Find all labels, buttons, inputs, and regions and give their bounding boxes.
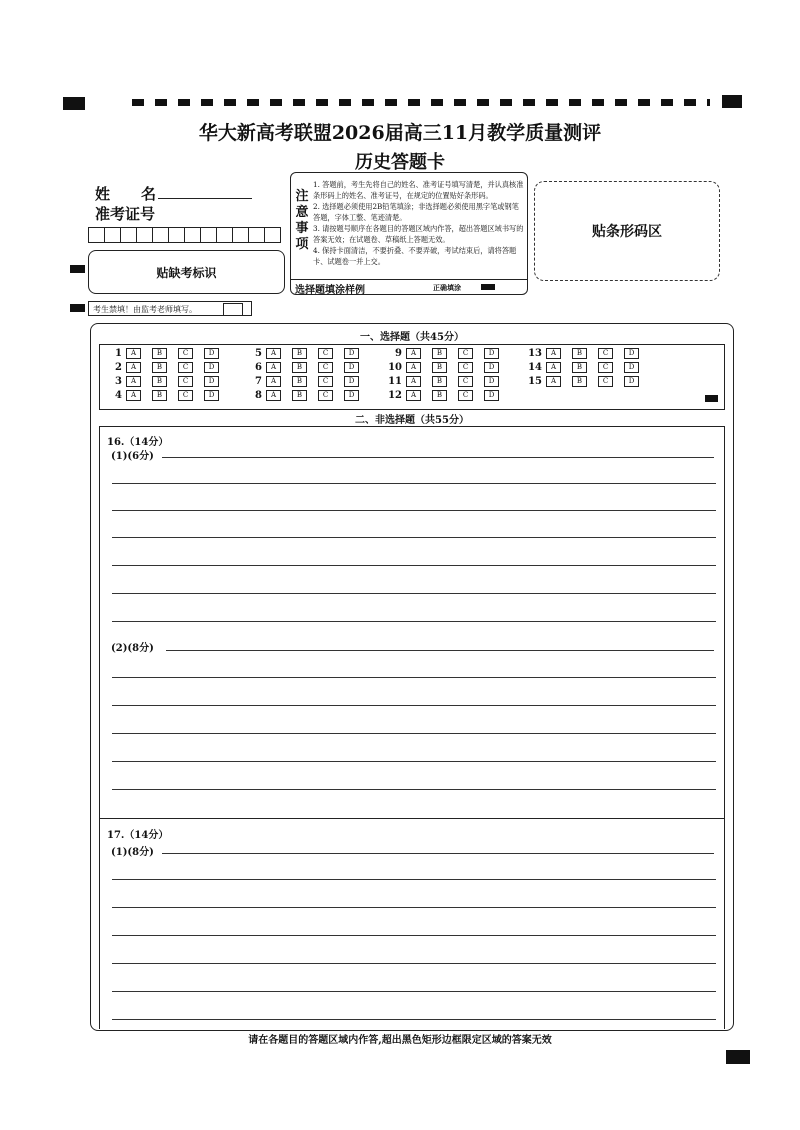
registration-mark-right [722, 95, 742, 108]
option-bubble-b[interactable]: B [432, 362, 447, 373]
answer-line[interactable] [112, 565, 716, 566]
id-number-grid[interactable] [88, 227, 280, 243]
option-bubble-a[interactable]: A [126, 390, 141, 401]
option-bubble-b[interactable]: B [432, 390, 447, 401]
option-bubble-a[interactable]: A [546, 376, 561, 387]
q16-part1-label: (1)(6分) [111, 451, 154, 462]
mcq-question-13 [526, 348, 650, 359]
option-bubble-a[interactable]: A [406, 390, 421, 401]
answer-line[interactable] [112, 621, 716, 622]
q16-part2-label: (2)(8分) [111, 643, 154, 654]
option-bubble-b[interactable]: B [152, 376, 167, 387]
section1-title: 一、选择题（共45分） [360, 332, 464, 343]
mcq-question-9 [386, 348, 510, 359]
mcq-question-7 [246, 376, 370, 387]
id-label: 准考证号 [95, 205, 156, 223]
page-subtitle: 历史答题卡 [355, 152, 445, 173]
question-number: 6 [255, 362, 262, 373]
option-bubble-c[interactable]: C [458, 376, 473, 387]
question-number: 9 [395, 348, 402, 359]
answer-line[interactable] [162, 457, 714, 458]
option-bubble-c[interactable]: C [178, 376, 193, 387]
answer-line[interactable] [112, 677, 716, 678]
option-bubble-c[interactable]: C [458, 362, 473, 373]
option-bubble-c[interactable]: C [598, 348, 613, 359]
option-bubble-b[interactable]: B [152, 390, 167, 401]
option-bubble-d[interactable]: D [204, 376, 219, 387]
question-number: 3 [115, 376, 122, 387]
mcq-question-3 [106, 376, 230, 387]
barcode-label: 贴条形码区 [592, 224, 662, 240]
name-label: 姓 名 [95, 185, 165, 203]
answer-line[interactable] [112, 537, 716, 538]
mcq-question-4 [106, 390, 230, 401]
question-number: 11 [388, 376, 402, 387]
option-bubble-c[interactable]: C [318, 390, 333, 401]
registration-mark-mid-left [70, 265, 85, 273]
correct-fill-label: 正确填涂 [433, 283, 461, 292]
option-bubble-d[interactable]: D [624, 376, 639, 387]
fill-sample-row [291, 279, 527, 296]
answer-area [90, 323, 734, 1031]
option-bubble-a[interactable]: A [406, 362, 421, 373]
q17-label: 17.（14分） [107, 830, 169, 841]
option-bubble-a[interactable]: A [406, 376, 421, 387]
answer-line[interactable] [112, 705, 716, 706]
option-bubble-a[interactable]: A [126, 348, 141, 359]
question-number: 13 [528, 348, 542, 359]
instruction-item: 4. 保持卡面清洁，不要折叠、不要弄破，考试结束后，请将答题卡、试题卷一并上交。 [313, 246, 517, 266]
absent-note-box [88, 301, 252, 316]
correct-fill-sample [481, 284, 495, 290]
answer-line[interactable] [112, 510, 716, 511]
option-bubble-c[interactable]: C [318, 362, 333, 373]
registration-mark-left [63, 97, 85, 110]
question-number: 10 [388, 362, 402, 373]
option-bubble-c[interactable]: C [318, 376, 333, 387]
answer-line[interactable] [112, 1019, 716, 1020]
option-bubble-c[interactable]: C [598, 362, 613, 373]
option-bubble-a[interactable]: A [266, 376, 281, 387]
registration-mark-bottom-right [726, 1050, 750, 1064]
mcq-question-6 [246, 362, 370, 373]
option-bubble-b[interactable]: B [292, 390, 307, 401]
instruction-item: 2. 选择题必须使用2B铅笔填涂；非选择题必须使用黑字笔或钢笔答题，字体工整、笔迹清楚。 [313, 202, 519, 222]
instructions-side-label: 注意事项 [295, 189, 309, 252]
option-bubble-c[interactable]: C [458, 348, 473, 359]
option-bubble-b[interactable]: B [572, 362, 587, 373]
mcq-grid [99, 344, 725, 410]
answer-line[interactable] [112, 733, 716, 734]
option-bubble-b[interactable]: B [572, 376, 587, 387]
option-bubble-d[interactable]: D [484, 362, 499, 373]
option-bubble-b[interactable]: B [292, 362, 307, 373]
question-number: 7 [255, 376, 262, 387]
option-bubble-d[interactable]: D [344, 390, 359, 401]
page-title: 华大新高考联盟2026届高三11月教学质量测评 [198, 122, 602, 144]
option-bubble-c[interactable]: C [178, 348, 193, 359]
answer-line[interactable] [112, 935, 716, 936]
barcode-area [534, 181, 720, 281]
question-number: 12 [388, 390, 402, 401]
option-bubble-d[interactable]: D [204, 390, 219, 401]
option-bubble-b[interactable]: B [292, 348, 307, 359]
option-bubble-d[interactable]: D [344, 348, 359, 359]
option-bubble-b[interactable]: B [152, 348, 167, 359]
option-bubble-d[interactable]: D [204, 362, 219, 373]
answer-line[interactable] [112, 991, 716, 992]
option-bubble-d[interactable]: D [624, 348, 639, 359]
mcq-question-2 [106, 362, 230, 373]
q17-answer-box [99, 818, 725, 1029]
option-bubble-c[interactable]: C [598, 376, 613, 387]
option-bubble-a[interactable]: A [126, 376, 141, 387]
option-bubble-b[interactable]: B [432, 376, 447, 387]
option-bubble-a[interactable]: A [546, 362, 561, 373]
answer-line[interactable] [112, 483, 716, 484]
question-number: 1 [115, 348, 122, 359]
question-number: 14 [528, 362, 542, 373]
registration-mark-mcq [705, 395, 718, 402]
q16-label: 16.（14分） [107, 437, 169, 448]
option-bubble-a[interactable]: A [266, 348, 281, 359]
option-bubble-d[interactable]: D [204, 348, 219, 359]
option-bubble-d[interactable]: D [624, 362, 639, 373]
mcq-question-12 [386, 390, 510, 401]
option-bubble-c[interactable]: C [178, 362, 193, 373]
timing-marks-top [132, 99, 710, 106]
option-bubble-d[interactable]: D [484, 376, 499, 387]
question-number: 2 [115, 362, 122, 373]
option-bubble-d[interactable]: D [484, 390, 499, 401]
option-bubble-a[interactable]: A [126, 362, 141, 373]
mcq-question-8 [246, 390, 370, 401]
question-number: 5 [255, 348, 262, 359]
answer-line[interactable] [112, 879, 716, 880]
mcq-question-11 [386, 376, 510, 387]
registration-mark-left-2 [70, 304, 85, 312]
absent-note: 考生禁填！由监考老师填写。 [93, 305, 197, 314]
answer-line[interactable] [166, 650, 714, 651]
option-bubble-a[interactable]: A [266, 362, 281, 373]
fill-sample-label: 选择题填涂样例 [295, 285, 365, 296]
option-bubble-d[interactable]: D [484, 348, 499, 359]
instructions-box [290, 172, 528, 295]
option-bubble-c[interactable]: C [458, 390, 473, 401]
mcq-question-1 [106, 348, 230, 359]
instruction-item: 1. 答题前，考生先将自己的姓名、准考证号填写清楚，并认真核准条形码上的姓名、准考证号，在规定的位置贴好条形码。 [313, 180, 524, 200]
option-bubble-d[interactable]: D [344, 376, 359, 387]
q17-part1-label: (1)(8分) [111, 847, 154, 858]
option-bubble-b[interactable]: B [572, 348, 587, 359]
option-bubble-c[interactable]: C [178, 390, 193, 401]
option-bubble-c[interactable]: C [318, 348, 333, 359]
instruction-item: 3. 请按题号顺序在各题目的答题区域内作答，超出答题区域书写的答案无效；在试题卷、草稿纸上答题无效。 [313, 224, 524, 244]
answer-line[interactable] [112, 761, 716, 762]
option-bubble-b[interactable]: B [152, 362, 167, 373]
answer-line[interactable] [112, 907, 716, 908]
mcq-question-14 [526, 362, 650, 373]
section2-title: 二、非选择题（共55分） [355, 415, 469, 426]
q16-answer-box [99, 426, 725, 819]
absent-sticker-label: 贴缺考标识 [156, 265, 217, 280]
question-number: 8 [255, 390, 262, 401]
answer-line[interactable] [112, 789, 716, 790]
option-bubble-a[interactable]: A [266, 390, 281, 401]
answer-line[interactable] [162, 853, 714, 854]
option-bubble-a[interactable]: A [546, 348, 561, 359]
name-field[interactable] [158, 198, 252, 199]
absent-sticker-box [88, 250, 285, 294]
option-bubble-a[interactable]: A [406, 348, 421, 359]
question-number: 4 [115, 390, 122, 401]
option-bubble-d[interactable]: D [344, 362, 359, 373]
mcq-question-5 [246, 348, 370, 359]
mcq-question-10 [386, 362, 510, 373]
mcq-question-15 [526, 376, 650, 387]
answer-line[interactable] [112, 593, 716, 594]
option-bubble-b[interactable]: B [292, 376, 307, 387]
option-bubble-b[interactable]: B [432, 348, 447, 359]
absent-checkbox[interactable] [223, 303, 243, 316]
question-number: 15 [528, 376, 542, 387]
answer-line[interactable] [112, 963, 716, 964]
footer-warning: 请在各题目的答题区域内作答,超出黑色矩形边框限定区域的答案无效 [248, 1035, 552, 1046]
